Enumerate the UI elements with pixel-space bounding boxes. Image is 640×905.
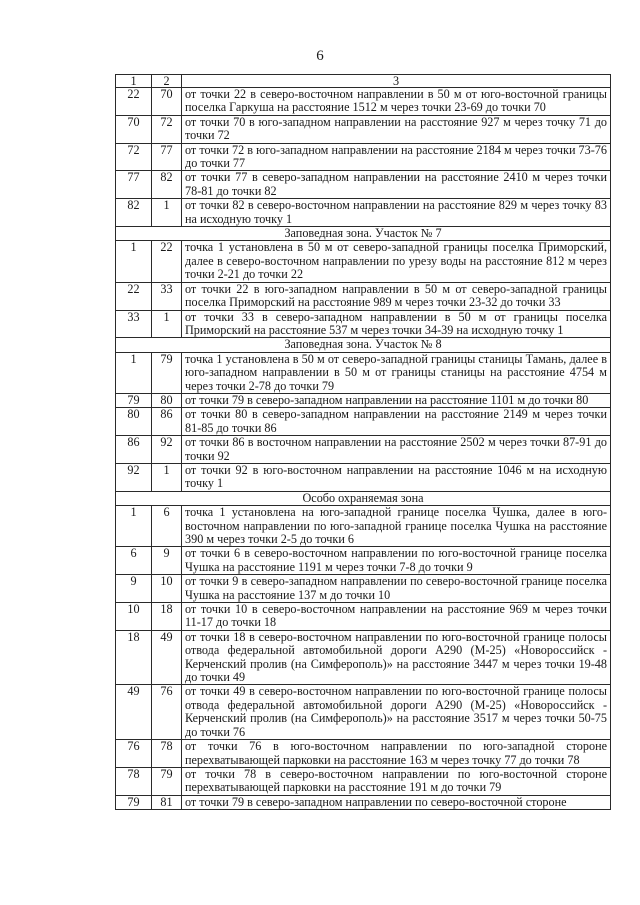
- section-title: Заповедная зона. Участок № 7: [116, 227, 611, 241]
- table-row: [116, 143, 611, 171]
- table-row: [116, 767, 611, 795]
- to-point-cell: 81: [152, 795, 182, 809]
- header-col-3: 3: [182, 75, 611, 88]
- to-point-cell: 1: [152, 463, 182, 491]
- to-point-cell: 72: [152, 115, 182, 143]
- from-point-cell: 1: [116, 506, 152, 547]
- from-point-cell: 22: [116, 282, 152, 310]
- to-point-cell: 33: [152, 282, 182, 310]
- table-row: [116, 393, 611, 407]
- from-point-cell: 77: [116, 171, 152, 199]
- table-row: [116, 740, 611, 768]
- table-row: [116, 171, 611, 199]
- table-row: [116, 352, 611, 393]
- boundary-table: [115, 74, 611, 810]
- from-point-cell: 49: [116, 685, 152, 740]
- to-point-cell: 86: [152, 408, 182, 436]
- table-row: [116, 310, 611, 338]
- table-row: [116, 115, 611, 143]
- header-col-2: 2: [152, 75, 182, 88]
- section-title-row: [116, 227, 611, 241]
- from-point-cell: 1: [116, 352, 152, 393]
- table-row: [116, 547, 611, 575]
- description-cell: от точки 80 в северо-западном направлении на расстояние 2149 м через точки 81-85 до точки 86: [182, 408, 611, 436]
- description-cell: от точки 82 в северо-восточном направлении на расстояние 829 м через точку 83 на исходную точку 1: [182, 199, 611, 227]
- description-cell: от точки 6 в северо-восточном направлении по юго-восточной границе поселка Чушка на расстояние 1191 м через точки 7-8 до точки 9: [182, 547, 611, 575]
- section-title-row: [116, 491, 611, 505]
- to-point-cell: 1: [152, 199, 182, 227]
- page-number: 6: [316, 48, 324, 64]
- to-point-cell: 9: [152, 547, 182, 575]
- to-point-cell: 77: [152, 143, 182, 171]
- from-point-cell: 18: [116, 630, 152, 685]
- table-body: [116, 75, 611, 810]
- to-point-cell: 78: [152, 740, 182, 768]
- section-title: Заповедная зона. Участок № 8: [116, 338, 611, 352]
- from-point-cell: 1: [116, 241, 152, 282]
- description-cell: от точки 79 в северо-западном направлении по северо-восточной стороне: [182, 795, 611, 809]
- table-header-row: [116, 75, 611, 88]
- description-cell: от точки 77 в северо-западном направлении на расстояние 2410 м через точки 78-81 до точки 82: [182, 171, 611, 199]
- description-cell: от точки 76 в юго-восточном направлении по юго-западной стороне перехватывающей парковки на расстояние 163 м через точку 77 до точки 78: [182, 740, 611, 768]
- to-point-cell: 22: [152, 241, 182, 282]
- table-row: [116, 436, 611, 464]
- from-point-cell: 76: [116, 740, 152, 768]
- description-cell: от точки 78 в северо-восточном направлении по юго-восточной стороне перехватывающей парковки на расстояние 191 м до точки 79: [182, 767, 611, 795]
- description-cell: от точки 49 в северо-восточном направлении по юго-восточной границе полосы отвода федеральной автомобильной дороги А290 (М-25) «Новороссийск - Керченский пролив (на Симферополь)» на расстояние 3517 м через точки 50-75 до точки 76: [182, 685, 611, 740]
- from-point-cell: 22: [116, 88, 152, 116]
- description-cell: точка 1 установлена в 50 м от северо-западной границы станицы Тамань, далее в юго-западном направлении в 50 м от границы станицы на расстояние 4754 м через точки 2-78 до точки 79: [182, 352, 611, 393]
- description-cell: от точки 18 в северо-восточном направлении по юго-восточной границе полосы отвода федеральной автомобильной дороги А290 (М-25) «Новороссийск - Керченский пролив (на Симферополь)» на расстояние 3447 м через точки 19-48 до точки 49: [182, 630, 611, 685]
- to-point-cell: 80: [152, 393, 182, 407]
- from-point-cell: 33: [116, 310, 152, 338]
- to-point-cell: 92: [152, 436, 182, 464]
- to-point-cell: 70: [152, 88, 182, 116]
- to-point-cell: 76: [152, 685, 182, 740]
- table-row: [116, 603, 611, 631]
- description-cell: от точки 9 в северо-западном направлении по северо-восточной границе поселка Чушка на расстояние 137 м до точки 10: [182, 575, 611, 603]
- table-row: [116, 241, 611, 282]
- from-point-cell: 92: [116, 463, 152, 491]
- description-cell: от точки 79 в северо-западном направлении на расстояние 1101 м до точки 80: [182, 393, 611, 407]
- description-cell: от точки 86 в восточном направлении на расстояние 2502 м через точки 87-91 до точки 92: [182, 436, 611, 464]
- section-title-row: [116, 338, 611, 352]
- to-point-cell: 18: [152, 603, 182, 631]
- to-point-cell: 79: [152, 767, 182, 795]
- description-cell: от точки 70 в юго-западном направлении на расстояние 927 м через точку 71 до точки 72: [182, 115, 611, 143]
- description-cell: от точки 72 в юго-западном направлении на расстояние 2184 м через точки 73-76 до точки 77: [182, 143, 611, 171]
- table-row: [116, 630, 611, 685]
- from-point-cell: 6: [116, 547, 152, 575]
- from-point-cell: 86: [116, 436, 152, 464]
- description-cell: от точки 10 в северо-восточном направлении на расстояние 969 м через точки 11-17 до точки 18: [182, 603, 611, 631]
- table-row: [116, 795, 611, 809]
- from-point-cell: 80: [116, 408, 152, 436]
- description-cell: от точки 92 в юго-восточном направлении на расстояние 1046 м на исходную точку 1: [182, 463, 611, 491]
- table-row: [116, 88, 611, 116]
- from-point-cell: 70: [116, 115, 152, 143]
- table-row: [116, 408, 611, 436]
- table-row: [116, 575, 611, 603]
- from-point-cell: 9: [116, 575, 152, 603]
- table-row: [116, 506, 611, 547]
- header-col-1: 1: [116, 75, 152, 88]
- description-cell: от точки 22 в северо-восточном направлении в 50 м от юго-восточной границы поселка Гаркуша на расстояние 1512 м через точки 23-69 до точки 70: [182, 88, 611, 116]
- to-point-cell: 1: [152, 310, 182, 338]
- table-row: [116, 463, 611, 491]
- to-point-cell: 10: [152, 575, 182, 603]
- table-row: [116, 282, 611, 310]
- from-point-cell: 72: [116, 143, 152, 171]
- table-row: [116, 685, 611, 740]
- description-cell: от точки 22 в юго-западном направлении в 50 м от северо-западной границы поселка Приморский на расстояние 989 м через точки 23-32 до точки 33: [182, 282, 611, 310]
- table-row: [116, 199, 611, 227]
- from-point-cell: 79: [116, 795, 152, 809]
- to-point-cell: 6: [152, 506, 182, 547]
- description-cell: точка 1 установлена на юго-западной границе поселка Чушка, далее в юго-восточном направлении по юго-западной границе поселка Чушка на расстояние 390 м через точки 2-5 до точки 6: [182, 506, 611, 547]
- to-point-cell: 82: [152, 171, 182, 199]
- from-point-cell: 79: [116, 393, 152, 407]
- from-point-cell: 78: [116, 767, 152, 795]
- from-point-cell: 82: [116, 199, 152, 227]
- description-cell: от точки 33 в северо-западном направлении в 50 м от границы поселка Приморский на расстояние 537 м через точки 34-39 на исходную точку 1: [182, 310, 611, 338]
- to-point-cell: 79: [152, 352, 182, 393]
- section-title: Особо охраняемая зона: [116, 491, 611, 505]
- from-point-cell: 10: [116, 603, 152, 631]
- description-cell: точка 1 установлена в 50 м от северо-западной границы поселка Приморский, далее в северо-восточном направлении по урезу воды на расстояние 812 м через точки 2-21 до точки 22: [182, 241, 611, 282]
- to-point-cell: 49: [152, 630, 182, 685]
